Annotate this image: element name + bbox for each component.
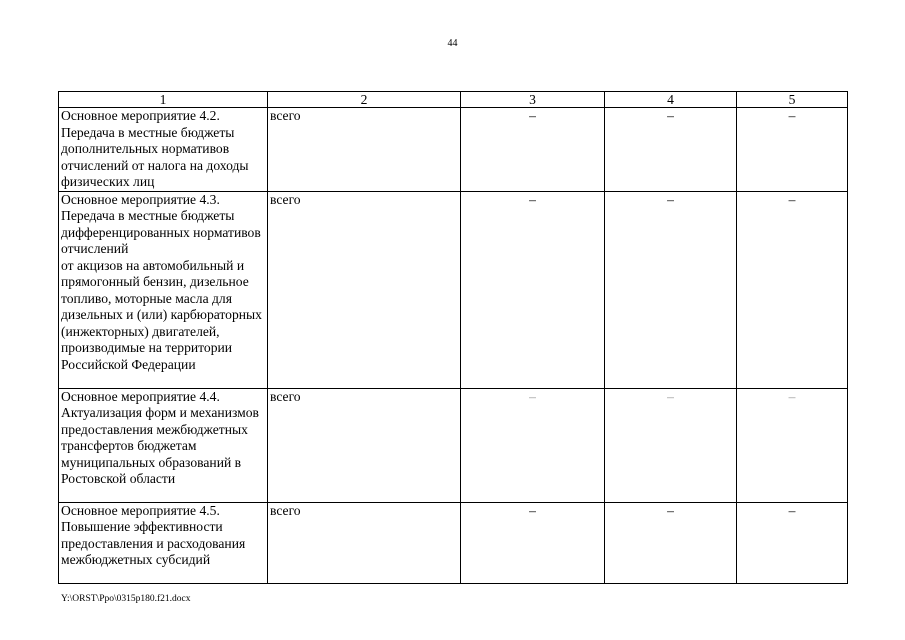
measures-table [58,91,848,584]
table-row [59,108,848,192]
measure-name-cell [59,388,268,502]
value-cell: – [737,388,848,502]
footer-file-path: Y:\ORST\Ppo\0315p180.f21.docx [61,594,191,604]
measure-name-cell [59,108,268,192]
value-cell: – [461,388,605,502]
measure-4-4-text: Основное мероприятие 4.4. Актуализация форм и механизмов предоставления межбюджетных трансфертов бюджетам муниципальных образований в Ростовской области [61,388,259,486]
value-cell: – [737,191,848,388]
table-header-row [59,92,848,108]
total-label-cell: всего [268,502,461,583]
table-row [59,191,848,388]
column-header-1: 1 [59,92,268,108]
table-row [59,502,848,583]
total-label-cell: всего [268,191,461,388]
table-row [59,388,848,502]
value-cell: – [737,502,848,583]
column-header-4: 4 [605,92,737,108]
value-cell: – [461,191,605,388]
measure-name-cell [59,502,268,583]
value-cell: – [605,388,737,502]
value-cell: – [605,108,737,192]
measure-name-cell [59,191,268,388]
value-cell: – [461,108,605,192]
value-cell: – [605,191,737,388]
value-cell: – [605,502,737,583]
value-cell: – [461,502,605,583]
column-header-5: 5 [737,92,848,108]
total-label-cell: всего [268,108,461,192]
measure-4-3-text: Основное мероприятие 4.3. Передача в местные бюджеты дифференцированных нормативов отчислений от акцизов на автомобильный и прямогонный бензин, дизельное топливо, моторные масла для дизельных и (или) карбюраторных (инжекторных) двигателей, производимые на территории Российской Федерации [61,191,262,372]
page-number: 44 [447,38,458,49]
total-label-cell: всего [268,388,461,502]
column-header-2: 2 [268,92,461,108]
measure-4-2-text: Основное мероприятие 4.2. Передача в местные бюджеты дополнительных нормативов отчислений от налога на доходы физических лиц [61,108,249,189]
value-cell: – [737,108,848,192]
column-header-3: 3 [461,92,605,108]
measure-4-5-text: Основное мероприятие 4.5. Повышение эффективности предоставления и расходования межбюджетных субсидий [61,502,246,567]
